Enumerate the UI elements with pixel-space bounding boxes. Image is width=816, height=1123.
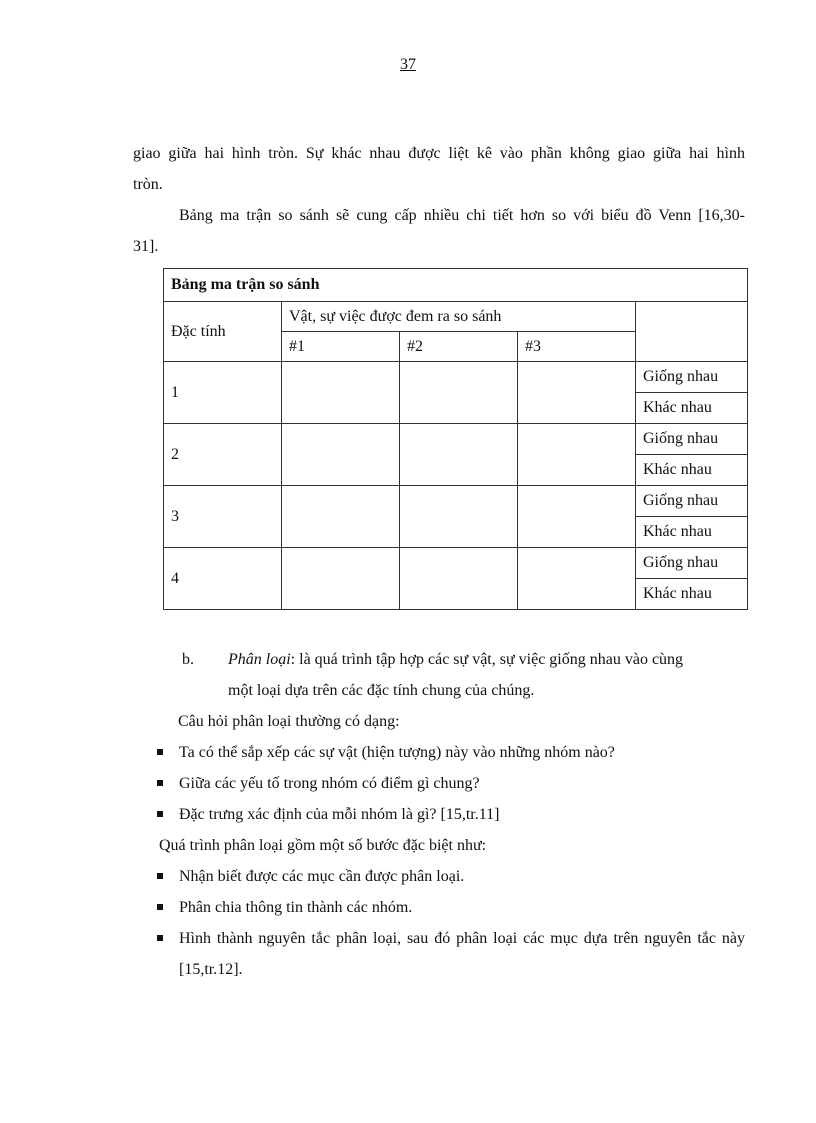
row-same-label: Giống nhau xyxy=(636,362,748,393)
column-header-group: Vật, sự việc được đem ra so sánh xyxy=(282,302,636,332)
column-header-item: #3 xyxy=(518,332,636,362)
definition-text: : là quá trình tập hợp các sự vật, sự việc giống nhau vào cùng xyxy=(290,651,684,668)
table-cell xyxy=(282,362,400,424)
row-diff-label: Khác nhau xyxy=(636,455,748,486)
bullet-icon xyxy=(157,811,163,817)
term-classification: Phân loại xyxy=(228,651,291,668)
questions-intro: Câu hỏi phân loại thường có dạng: xyxy=(178,713,400,730)
list-item xyxy=(155,861,745,892)
row-diff-label: Khác nhau xyxy=(636,517,748,548)
list-item-text: Phân chia thông tin thành các nhóm. xyxy=(179,899,413,916)
list-item-text: Nhận biết được các mục cần được phân loại. xyxy=(179,868,465,885)
questions-list xyxy=(155,737,745,830)
empty-header-cell xyxy=(636,302,748,362)
column-header-feature: Đặc tính xyxy=(164,302,282,362)
table-cell xyxy=(400,486,518,548)
paragraph-line: Bảng ma trận so sánh sẽ cung cấp nhiều chi tiết hơn so với biểu đồ Venn [16,30- xyxy=(179,207,745,224)
row-same-label: Giống nhau xyxy=(636,486,748,517)
table-title: Bảng ma trận so sánh xyxy=(164,269,748,302)
table-cell xyxy=(400,362,518,424)
paragraph-venn-end xyxy=(133,138,745,200)
row-same-label: Giống nhau xyxy=(636,548,748,579)
row-same-label: Giống nhau xyxy=(636,424,748,455)
steps-intro: Quá trình phân loại gồm một số bước đặc biệt như: xyxy=(159,837,487,854)
table-cell xyxy=(518,548,636,610)
row-label: 2 xyxy=(164,424,282,486)
table-cell xyxy=(400,548,518,610)
list-item xyxy=(155,799,745,830)
table-cell xyxy=(282,548,400,610)
column-header-item: #1 xyxy=(282,332,400,362)
paragraph-line: giao giữa hai hình tròn. Sự khác nhau được liệt kê vào phần không giao giữa hai hình xyxy=(133,145,745,162)
row-label: 4 xyxy=(164,548,282,610)
bullet-icon xyxy=(157,749,163,755)
list-item xyxy=(155,923,745,985)
list-item-classification xyxy=(182,644,745,706)
list-item xyxy=(155,737,745,768)
paragraph-line: 31]. xyxy=(133,238,159,255)
table-cell xyxy=(400,424,518,486)
row-diff-label: Khác nhau xyxy=(636,393,748,424)
column-header-item: #2 xyxy=(400,332,518,362)
row-label: 3 xyxy=(164,486,282,548)
list-item-text: Giữa các yếu tố trong nhóm có điểm gì chung? xyxy=(179,775,480,792)
steps-list xyxy=(155,861,745,985)
bullet-icon xyxy=(157,904,163,910)
bullet-icon xyxy=(157,873,163,879)
table-cell xyxy=(282,424,400,486)
row-label: 1 xyxy=(164,362,282,424)
bullet-icon xyxy=(157,935,163,941)
paragraph-matrix-intro xyxy=(133,200,745,262)
row-diff-label: Khác nhau xyxy=(636,579,748,610)
page-number: 37 xyxy=(400,56,416,73)
list-marker: b. xyxy=(182,651,194,668)
definition-text-cont: một loại dựa trên các đặc tính chung của chúng. xyxy=(228,682,535,699)
list-item-text: Hình thành nguyên tắc phân loại, sau đó phân loại các mục dựa trên nguyên tắc này [15,tr.12]. xyxy=(179,930,745,978)
comparison-matrix-table xyxy=(163,268,748,610)
list-item xyxy=(155,768,745,799)
bullet-icon xyxy=(157,780,163,786)
list-item-text: Ta có thể sắp xếp các sự vật (hiện tượng) này vào những nhóm nào? xyxy=(179,744,615,761)
table-cell xyxy=(282,486,400,548)
table-cell xyxy=(518,362,636,424)
table-cell xyxy=(518,486,636,548)
list-item xyxy=(155,892,745,923)
table-cell xyxy=(518,424,636,486)
list-item-text: Đặc trưng xác định của mỗi nhóm là gì? [15,tr.11] xyxy=(179,806,500,823)
paragraph-line: tròn. xyxy=(133,176,163,193)
